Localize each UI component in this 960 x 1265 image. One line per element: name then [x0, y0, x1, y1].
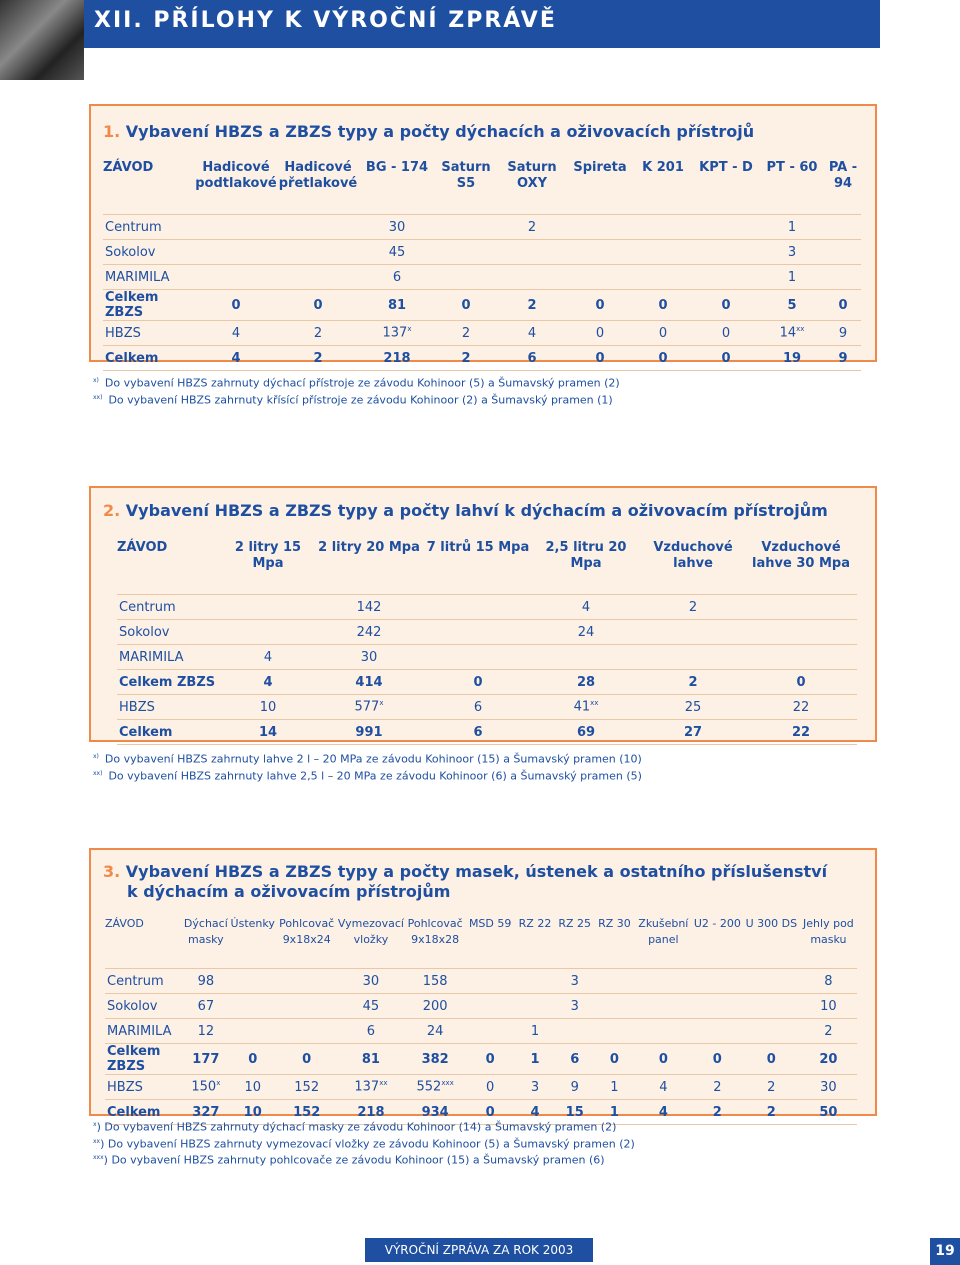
table-cell: 4	[515, 1100, 556, 1125]
table-cell: 67	[182, 994, 229, 1019]
table-cell: 0	[825, 290, 861, 321]
table-cell: 45	[359, 240, 435, 265]
table-cell	[466, 994, 515, 1019]
section-3-table	[105, 916, 857, 1125]
table-cell: 10	[800, 994, 857, 1019]
table-cell: 41$^{xx}$	[531, 695, 641, 720]
col-header: Hadicové přetlakové	[278, 160, 358, 191]
table-cell	[195, 265, 277, 290]
page-title: XII. PŘÍLOHY K VÝROČNÍ ZPRÁVĚ	[94, 8, 557, 33]
table-cell	[825, 265, 861, 290]
table-cell	[466, 969, 515, 994]
table-cell: 2	[277, 321, 359, 346]
col-header: ZÁVOD	[105, 917, 144, 930]
table-cell: 1	[515, 1019, 556, 1044]
footnote: $^{xxx}$) Do vybavení HBZS zahrnuty pohlcovače ze závodu Kohinoor (15) a Šumavský pramen (6)	[93, 1153, 605, 1167]
table-cell: 152	[276, 1075, 337, 1100]
table-cell: 218	[337, 1100, 404, 1125]
table-cell: 0	[692, 1044, 743, 1075]
table-row	[103, 290, 861, 321]
row-label: Celkem	[117, 720, 223, 745]
section-2-box	[89, 486, 877, 783]
col-header: 7 litrů 15 Mpa	[426, 540, 530, 555]
table-row	[103, 265, 861, 290]
table-cell: 0	[594, 1044, 635, 1075]
table-cell: 19	[759, 346, 825, 371]
table-cell	[692, 969, 743, 994]
col-header: MSD 59	[468, 917, 512, 930]
table-cell	[693, 215, 759, 240]
section-2-title	[103, 501, 828, 520]
table-cell: 2	[692, 1100, 743, 1125]
table-cell: 0	[693, 346, 759, 371]
table-row	[105, 994, 857, 1019]
section-2-table	[117, 540, 857, 745]
table-cell: 10	[223, 695, 313, 720]
table-cell	[229, 1019, 276, 1044]
row-label: MARIMILA	[117, 645, 223, 670]
header-spacer	[103, 192, 861, 215]
header-spacer	[117, 572, 857, 595]
table-cell: 2	[743, 1100, 800, 1125]
table-cell: 158	[405, 969, 466, 994]
table-row	[117, 620, 857, 645]
table-cell	[594, 969, 635, 994]
table-cell	[276, 1019, 337, 1044]
table-cell: 0	[743, 1044, 800, 1075]
table-cell: 1	[515, 1044, 556, 1075]
row-label: Centrum	[117, 595, 223, 620]
table-cell: 9	[825, 321, 861, 346]
table-cell: 9	[555, 1075, 594, 1100]
section-3-title	[103, 862, 827, 902]
footnote: $^{xx)}$ Do vybavení HBZS zahrnuty lahve 2,5 l – 20 MPa ze závodu Kohinoor (6) a Šumavský pramen (5)	[93, 769, 642, 783]
table-cell: 0	[567, 321, 633, 346]
table-cell	[693, 265, 759, 290]
table-cell	[223, 595, 313, 620]
table-cell: 0	[466, 1075, 515, 1100]
row-label: Celkem ZBZS	[103, 290, 195, 321]
table-cell: 327	[182, 1100, 229, 1125]
table-cell: 5	[759, 290, 825, 321]
table-cell: 0	[567, 290, 633, 321]
table-cell: 15	[555, 1100, 594, 1125]
table-cell	[466, 1019, 515, 1044]
table-cell: 4	[531, 595, 641, 620]
col-header: Vzduchové lahve	[653, 540, 733, 571]
table-cell	[195, 215, 277, 240]
table-cell: 0	[635, 1044, 692, 1075]
table-cell	[555, 1019, 594, 1044]
col-header: 2,5 litru 20 Mpa	[545, 540, 627, 571]
table-cell: 4	[635, 1100, 692, 1125]
section-2-number: 2.	[103, 501, 121, 520]
table-cell: 0	[633, 290, 693, 321]
table-cell: 98	[182, 969, 229, 994]
table-row	[105, 1075, 857, 1100]
table-cell: 0	[435, 290, 497, 321]
table-cell	[425, 620, 531, 645]
row-label: HBZS	[105, 1075, 182, 1100]
table-cell: 3	[555, 994, 594, 1019]
col-header: RZ 30	[598, 917, 631, 930]
table-cell	[635, 1019, 692, 1044]
table-cell	[531, 645, 641, 670]
col-header: Vymezovací vložky	[337, 917, 404, 946]
table-cell: 0	[466, 1044, 515, 1075]
table-cell	[594, 1019, 635, 1044]
table-cell	[229, 969, 276, 994]
col-header: K 201	[642, 160, 684, 175]
section-3-title-text: Vybavení HBZS a ZBZS typy a počty masek, ústenek a ostatního příslušenství	[125, 862, 828, 881]
footnote: $^x$) Do vybavení HBZS zahrnuty dýchací masky ze závodu Kohinoor (14) a Šumavský pramen (2)	[93, 1120, 617, 1134]
row-label: HBZS	[103, 321, 195, 346]
table-header-row	[105, 916, 857, 948]
col-header: BG - 174	[365, 160, 429, 175]
col-header: Ústenky	[230, 917, 275, 930]
row-label: Sokolov	[105, 994, 182, 1019]
table-cell: 24	[405, 1019, 466, 1044]
table-cell: 242	[313, 620, 425, 645]
col-header: RZ 25	[558, 917, 592, 930]
table-cell: 2	[497, 290, 567, 321]
table-cell	[633, 240, 693, 265]
table-cell: 14	[223, 720, 313, 745]
table-cell	[567, 265, 633, 290]
table-cell	[435, 240, 497, 265]
table-cell: 1	[759, 215, 825, 240]
table-cell: 4	[635, 1075, 692, 1100]
table-cell: 22	[745, 695, 857, 720]
col-header: 2 litry 20 Mpa	[318, 540, 420, 555]
table-cell	[633, 265, 693, 290]
col-header: 2 litry 15 Mpa	[234, 540, 302, 571]
table-cell: 0	[633, 346, 693, 371]
section-1-title-text: Vybavení HBZS a ZBZS typy a počty dýchacích a oživovacích přístrojů	[125, 122, 755, 141]
col-header: Dýchací masky	[183, 917, 228, 946]
row-label: Sokolov	[117, 620, 223, 645]
row-label: MARIMILA	[105, 1019, 182, 1044]
table-row	[105, 969, 857, 994]
footer-label: VÝROČNÍ ZPRÁVA ZA ROK 2003	[365, 1238, 593, 1262]
table-cell: 0	[466, 1100, 515, 1125]
col-header: Spireta	[573, 160, 627, 175]
footnote: $^{x)}$ Do vybavení HBZS zahrnuty dýchací přístroje ze závodu Kohinoor (5) a Šumavský pramen (2)	[93, 376, 620, 390]
table-cell: 4	[223, 670, 313, 695]
table-row	[103, 321, 861, 346]
table-row	[117, 670, 857, 695]
table-cell: 552$^{xxx}$	[405, 1075, 466, 1100]
table-cell: 142	[313, 595, 425, 620]
table-cell	[743, 969, 800, 994]
table-cell	[745, 645, 857, 670]
col-header: ZÁVOD	[103, 160, 154, 175]
table-cell: 382	[405, 1044, 466, 1075]
col-header: PT - 60	[766, 160, 818, 175]
table-cell	[635, 994, 692, 1019]
table-cell: 12	[182, 1019, 229, 1044]
table-cell: 2	[435, 346, 497, 371]
table-cell: 30	[313, 645, 425, 670]
table-cell	[743, 1019, 800, 1044]
table-cell: 22	[745, 720, 857, 745]
col-header: Pohlcovač 9x18x24	[279, 917, 335, 946]
table-cell	[195, 240, 277, 265]
footnote: $^{xx}$) Do vybavení HBZS zahrnuty vymezovací vložky ze závodu Kohinoor (5) a Šumavský pramen (2)	[93, 1137, 635, 1151]
table-cell: 6	[425, 695, 531, 720]
table-cell	[633, 215, 693, 240]
footnote: $^{xx)}$ Do vybavení HBZS zahrnuty křísící přístroje ze závodu Kohinoor (2) a Šumavský pramen (1)	[93, 393, 613, 407]
table-cell	[425, 595, 531, 620]
table-cell: 20	[800, 1044, 857, 1075]
table-cell: 28	[531, 670, 641, 695]
table-cell: 991	[313, 720, 425, 745]
table-cell	[277, 265, 359, 290]
table-cell: 14$^{xx}$	[759, 321, 825, 346]
row-label: MARIMILA	[103, 265, 195, 290]
table-cell	[745, 620, 857, 645]
table-cell: 2	[641, 670, 745, 695]
section-3-number: 3.	[103, 862, 121, 881]
table-cell: 4	[195, 321, 277, 346]
header-photo	[0, 0, 84, 80]
table-cell: 10	[229, 1075, 276, 1100]
section-1-table	[103, 160, 861, 371]
table-cell: 9	[825, 346, 861, 371]
table-cell	[515, 969, 556, 994]
table-cell: 6	[425, 720, 531, 745]
table-cell	[435, 265, 497, 290]
row-label: Centrum	[103, 215, 195, 240]
table-cell: 200	[405, 994, 466, 1019]
table-cell: 137$^x$	[359, 321, 435, 346]
table-cell: 2	[277, 346, 359, 371]
col-header: KPT - D	[699, 160, 753, 175]
table-cell	[692, 1019, 743, 1044]
table-cell: 4	[497, 321, 567, 346]
table-cell: 2	[435, 321, 497, 346]
table-cell: 4	[223, 645, 313, 670]
table-cell	[277, 215, 359, 240]
section-1-number: 1.	[103, 122, 121, 141]
table-cell: 10	[229, 1100, 276, 1125]
table-cell: 6	[359, 265, 435, 290]
col-header: Jehly pod masku	[803, 917, 854, 946]
col-header: ZÁVOD	[117, 540, 168, 555]
table-header-row	[117, 540, 857, 572]
table-row	[103, 215, 861, 240]
table-cell: 1	[594, 1075, 635, 1100]
table-cell	[277, 240, 359, 265]
table-cell: 3	[515, 1075, 556, 1100]
table-header-row	[103, 160, 861, 192]
table-cell: 6	[555, 1044, 594, 1075]
section-3-box	[89, 848, 877, 1167]
table-cell: 577$^x$	[313, 695, 425, 720]
table-cell: 24	[531, 620, 641, 645]
section-2-title-text: Vybavení HBZS a ZBZS typy a počty lahví k dýchacím a oživovacím přístrojům	[125, 501, 828, 520]
table-cell: 414	[313, 670, 425, 695]
table-cell: 1	[759, 265, 825, 290]
col-header: Pohlcovač 9x18x28	[407, 917, 463, 946]
col-header: Vzduchové lahve 30 Mpa	[752, 540, 850, 571]
table-cell: 0	[229, 1044, 276, 1075]
table-cell: 0	[425, 670, 531, 695]
table-cell	[223, 620, 313, 645]
table-cell: 137$^{xx}$	[337, 1075, 404, 1100]
table-cell: 0	[567, 346, 633, 371]
page-number: 19	[930, 1238, 960, 1265]
table-cell: 2	[743, 1075, 800, 1100]
section-1-box	[89, 104, 877, 407]
table-cell	[692, 994, 743, 1019]
row-label: Celkem	[103, 346, 195, 371]
table-cell: 3	[759, 240, 825, 265]
table-cell	[693, 240, 759, 265]
col-header: Zkušební panel	[638, 917, 689, 946]
footnote: $^{x)}$ Do vybavení HBZS zahrnuty lahve 2 l – 20 MPa ze závodu Kohinoor (15) a Šumavský pramen (10)	[93, 752, 642, 766]
table-cell	[635, 969, 692, 994]
table-cell	[641, 620, 745, 645]
row-label: Sokolov	[103, 240, 195, 265]
col-header: U 300 DS	[745, 917, 798, 930]
table-cell: 2	[641, 595, 745, 620]
row-label: Celkem	[105, 1100, 182, 1125]
table-cell: 0	[195, 290, 277, 321]
row-label: HBZS	[117, 695, 223, 720]
table-cell	[745, 595, 857, 620]
col-header: U2 - 200	[693, 917, 741, 930]
table-row	[103, 346, 861, 371]
table-cell: 30	[800, 1075, 857, 1100]
table-cell: 4	[195, 346, 277, 371]
table-row	[117, 720, 857, 745]
table-cell	[567, 215, 633, 240]
col-header: RZ 22	[518, 917, 552, 930]
table-cell: 25	[641, 695, 745, 720]
table-cell	[594, 994, 635, 1019]
table-cell: 2	[692, 1075, 743, 1100]
table-cell: 81	[337, 1044, 404, 1075]
table-row	[105, 1044, 857, 1075]
table-cell: 0	[277, 290, 359, 321]
section-3-notes	[93, 1118, 635, 1168]
table-cell: 0	[633, 321, 693, 346]
table-cell: 3	[555, 969, 594, 994]
table-cell: 0	[276, 1044, 337, 1075]
table-cell	[825, 215, 861, 240]
table-cell: 218	[359, 346, 435, 371]
col-header: Saturn S5	[441, 160, 491, 191]
table-cell	[743, 994, 800, 1019]
table-row	[117, 645, 857, 670]
table-cell	[515, 994, 556, 1019]
table-cell: 30	[359, 215, 435, 240]
table-cell	[825, 240, 861, 265]
table-row	[117, 595, 857, 620]
table-cell	[641, 645, 745, 670]
table-cell: 0	[745, 670, 857, 695]
table-cell: 45	[337, 994, 404, 1019]
col-header: Saturn OXY	[507, 160, 557, 191]
table-cell	[435, 215, 497, 240]
col-header: Hadicové podtlakové	[195, 160, 277, 191]
section-2-notes	[93, 750, 642, 783]
col-header: PA - 94	[828, 160, 858, 191]
table-cell	[425, 645, 531, 670]
table-cell: 27	[641, 720, 745, 745]
table-cell: 30	[337, 969, 404, 994]
table-cell: 6	[337, 1019, 404, 1044]
table-cell	[497, 265, 567, 290]
table-cell: 150$^x$	[182, 1075, 229, 1100]
header-spacer	[105, 948, 857, 969]
table-cell: 8	[800, 969, 857, 994]
table-cell: 934	[405, 1100, 466, 1125]
table-cell: 50	[800, 1100, 857, 1125]
table-row	[117, 695, 857, 720]
table-cell	[567, 240, 633, 265]
page-header	[0, 0, 880, 48]
table-cell: 6	[497, 346, 567, 371]
table-row	[105, 1019, 857, 1044]
section-1-title	[103, 122, 754, 141]
table-cell: 0	[693, 290, 759, 321]
section-1-notes	[93, 374, 620, 407]
table-cell: 177	[182, 1044, 229, 1075]
row-label: Celkem ZBZS	[117, 670, 223, 695]
table-cell	[276, 994, 337, 1019]
table-cell: 2	[800, 1019, 857, 1044]
table-cell	[276, 969, 337, 994]
table-cell: 0	[693, 321, 759, 346]
table-row	[103, 240, 861, 265]
table-cell	[497, 240, 567, 265]
table-cell: 1	[594, 1100, 635, 1125]
table-cell: 81	[359, 290, 435, 321]
row-label: Celkem ZBZS	[105, 1044, 182, 1075]
table-cell: 152	[276, 1100, 337, 1125]
table-cell: 2	[497, 215, 567, 240]
table-cell: 69	[531, 720, 641, 745]
table-cell	[229, 994, 276, 1019]
section-3-title-text-2: k dýchacím a oživovacím přístrojům	[127, 882, 451, 901]
row-label: Centrum	[105, 969, 182, 994]
